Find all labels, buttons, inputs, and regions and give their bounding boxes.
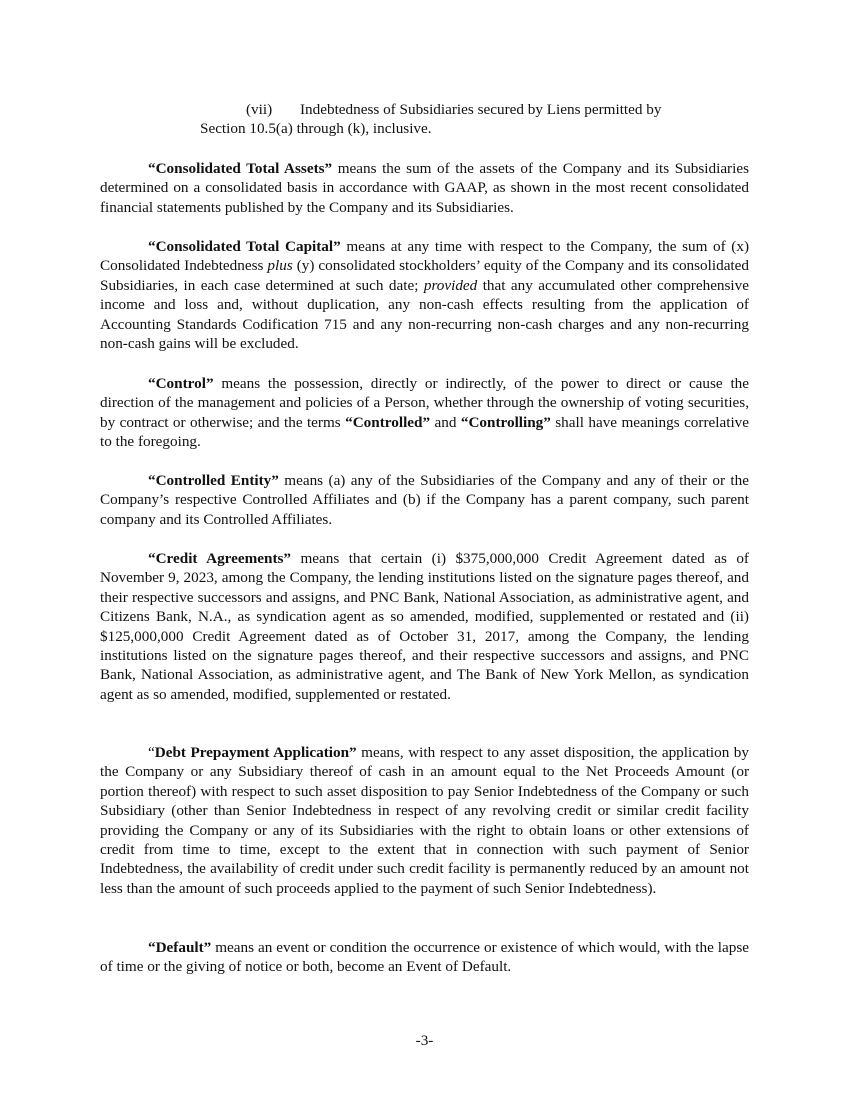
definition-consolidated-total-capital: [100, 237, 749, 353]
definition-body: shall have meanings correlative to the foregoing.: [100, 413, 749, 451]
item-number: (vii): [246, 101, 273, 118]
defined-term: Debt Prepayment Application”: [154, 744, 357, 761]
defined-term: “Control”: [148, 375, 214, 392]
definition-body: means the possession, directly or indirectly, of the power to direct or cause the direction of the management and policies of a Person, whether through the ownership of voting securities, by contract or otherwise; and the terms: [100, 375, 749, 431]
defined-term: “Credit Agreements”: [148, 550, 292, 567]
definition-control: [100, 374, 749, 452]
emphasis-provided: provided: [423, 276, 478, 294]
definition-controlled-entity: [100, 471, 749, 529]
defined-term: “Consolidated Total Capital”: [148, 238, 341, 255]
definition-body: means an event or condition the occurrence or existence of which would, with the lapse of time or the giving of notice or both, become an Event of Default.: [100, 939, 749, 976]
open-quote: “: [148, 744, 155, 761]
definition-body: (y) consolidated stockholders’ equity of the Company and its consolidated Subsidiaries, in each case determined at such date;: [100, 257, 749, 294]
definition-body: means that certain (i) $375,000,000 Credit Agreement dated as of November 9, 2023, among the Company, the lending institutions listed on the signature pages thereof, and their respective successors and assigns, and PNC Bank, National Association, as administrative agent, and Citizens Bank, N.A., as syndication agent as so amended, modified, supplemented or restated and (ii) $125,000,000 Credit Agreement dated as of October 31, 2017, among the Company, the lending institutions listed on the signature pages thereof, and their respective successors and assigns, and PNC Bank, National Association, as administrative agent, and The Bank of New York Mellon, as syndication agent as so amended, modified, supplemented or restated.: [100, 550, 749, 703]
defined-term: “Consolidated Total Assets”: [148, 160, 333, 177]
definition-debt-prepayment-application: [100, 743, 749, 898]
emphasis-plus: plus: [267, 257, 293, 275]
definition-body: means at any time with respect to the Company, the sum of (x) Consolidated Indebtedness: [100, 238, 749, 275]
defined-term: “Controlled”: [345, 413, 431, 431]
definition-body: means, with respect to any asset disposition, the application by the Company or any Subsidiary thereof of cash in an amount equal to the Net Proceeds Amount (or portion thereof) with respect to such asset disposition to pay Senior Indebtedness of the Company or such Subsidiary (other than Senior Indebtedness in respect of any revolving credit or similar credit facility providing the Company or any of its Subsidiaries with the right to obtain loans or other extensions of credit from time to time, except to the extent that in connection with such payment of Senior Indebtedness, the availability of credit under such credit facility is permanently reduced by an amount not less than the amount of such proceeds applied to the payment of such Senior Indebtedness).: [100, 744, 749, 897]
defined-term: “Default”: [148, 939, 212, 956]
definition-body: means the sum of the assets of the Company and its Subsidiaries determined on a consolidated basis in accordance with GAAP, as shown in the most recent consolidated financial statements published by the Company and its Subsidiaries.: [100, 160, 749, 216]
definition-body: means (a) any of the Subsidiaries of the Company and any of their or the Company’s respective Controlled Affiliates and (b) if the Company has a parent company, such parent company and its Controlled Affiliates.: [100, 472, 749, 528]
conjunction: and: [430, 413, 461, 431]
defined-term: “Controlled Entity”: [148, 472, 279, 489]
definition-consolidated-total-assets: [100, 159, 749, 217]
item-text-line1: Indebtedness of Subsidiaries secured by Liens permitted by: [300, 101, 662, 118]
list-item-vii: [200, 100, 749, 139]
item-text-line2: Section 10.5(a) through (k), inclusive.: [200, 120, 432, 138]
definition-credit-agreements: [100, 549, 749, 704]
definition-body: that any accumulated other comprehensive income and loss and, without duplication, any non-cash effects resulting from the application of Accounting Standards Codification 715 and any non-recurring non-cash charges and any non-recurring non-cash gains will be excluded.: [100, 276, 749, 353]
definition-default: [100, 938, 749, 977]
page-number: -3-: [415, 1032, 434, 1049]
defined-term: “Controlling”: [460, 413, 551, 431]
